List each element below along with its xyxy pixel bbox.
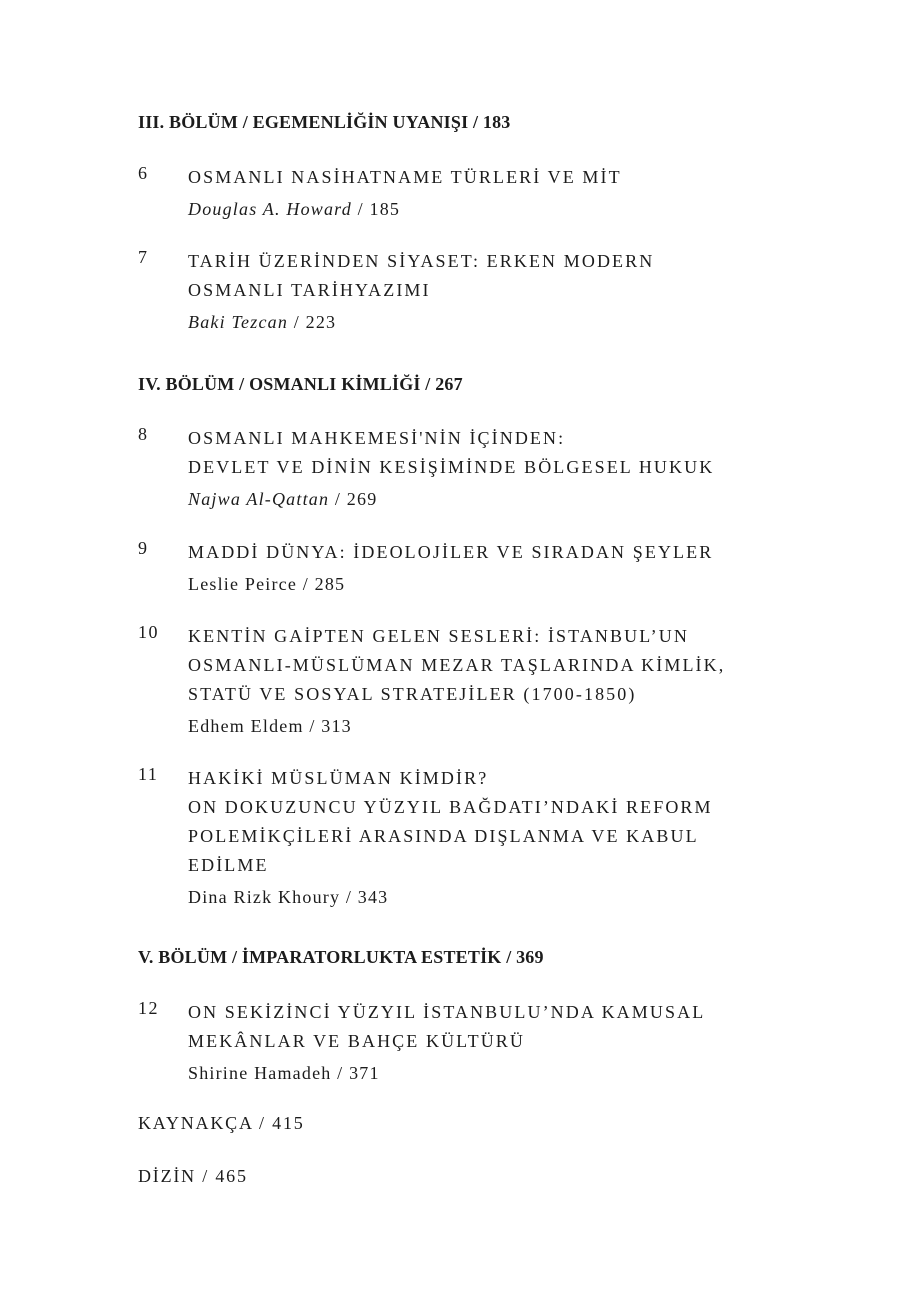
chapter-author-line: Leslie Peirce / 285 [188,574,346,594]
chapter-body [188,622,808,741]
chapter-title-line: MEKÂNLAR VE BAHÇE KÜLTÜRÜ [188,1031,526,1051]
separator: / [334,489,342,509]
chapter-title-line: OSMANLI TARİHYAZIMI [188,280,431,300]
chapter-title-line: ON SEKİZİNCİ YÜZYIL İSTANBULU’NDA KAMUSAL [188,1002,706,1022]
chapter-title-line: ON DOKUZUNCU YÜZYIL BAĞDATI’NDAKİ REFORM [188,797,713,817]
chapter-body [188,998,808,1088]
chapter-title-line: OSMANLI-MÜSLÜMAN MEZAR TAŞLARINDA KİMLİK, [188,655,726,675]
chapter-number: 7 [138,247,149,267]
chapter-author-line [188,194,808,224]
chapter-author-line [188,484,808,514]
chapter-title-line: STATÜ VE SOSYAL STRATEJİLER (1700-1850) [188,684,637,704]
chapter-number: 6 [138,163,149,183]
chapter-author-line: Edhem Eldem / 313 [188,716,352,736]
chapter-title-line: OSMANLI MAHKEMESİ'NİN İÇİNDEN: [188,428,566,448]
chapter-body [188,538,808,599]
chapter-body [188,163,808,224]
chapter-body [188,764,808,912]
chapter-number: 12 [138,998,159,1018]
chapter-body [188,424,808,514]
chapter-number: 11 [138,764,159,784]
chapter-number: 10 [138,622,159,642]
part-heading-5: V. BÖLÜM / İMPARATORLUKTA ESTETİK / 369 [138,947,544,967]
chapter-page-number: 269 [346,489,378,509]
chapter-title-line: DEVLET VE DİNİN KESİŞİMİNDE BÖLGESEL HUKUK [188,457,715,477]
separator: / [293,312,300,332]
chapter-title-line: POLEMİKÇİLERİ ARASINDA DIŞLANMA VE KABUL [188,826,699,846]
chapter-title-line: HAKİKİ MÜSLÜMAN KİMDİR? [188,768,489,788]
chapter-author-line [188,307,808,337]
chapter-author-line: Shirine Hamadeh / 371 [188,1063,380,1083]
chapter-number: 9 [138,538,149,558]
toc-entry-index: DİZİN / 465 [138,1166,248,1186]
part-heading-4: IV. BÖLÜM / OSMANLI KİMLİĞİ / 267 [138,374,463,394]
chapter-body [188,247,808,337]
chapter-page-number: 185 [369,199,401,219]
chapter-author: Najwa Al-Qattan [188,489,330,509]
chapter-title-line: TARİH ÜZERİNDEN SİYASET: ERKEN MODERN [188,251,655,271]
chapter-title-line: OSMANLI NASİHATNAME TÜRLERİ VE MİT [188,167,622,187]
chapter-page-number: 223 [305,312,337,332]
part-heading-3: III. BÖLÜM / EGEMENLİĞİN UYANIŞI / 183 [138,112,511,132]
chapter-title-line: EDİLME [188,855,269,875]
chapter-title-line: MADDİ DÜNYA: İDEOLOJİLER VE SIRADAN ŞEYLER [188,542,714,562]
chapter-number: 8 [138,424,149,444]
chapter-author: Douglas A. Howard [188,199,352,219]
chapter-title-line: KENTİN GAİPTEN GELEN SESLERİ: İSTANBUL’UN [188,626,689,646]
chapter-author: Baki Tezcan [188,312,289,332]
chapter-author-line: Dina Rizk Khoury / 343 [188,887,389,907]
toc-entry-bibliography: KAYNAKÇA / 415 [138,1113,305,1133]
separator: / [357,199,364,219]
